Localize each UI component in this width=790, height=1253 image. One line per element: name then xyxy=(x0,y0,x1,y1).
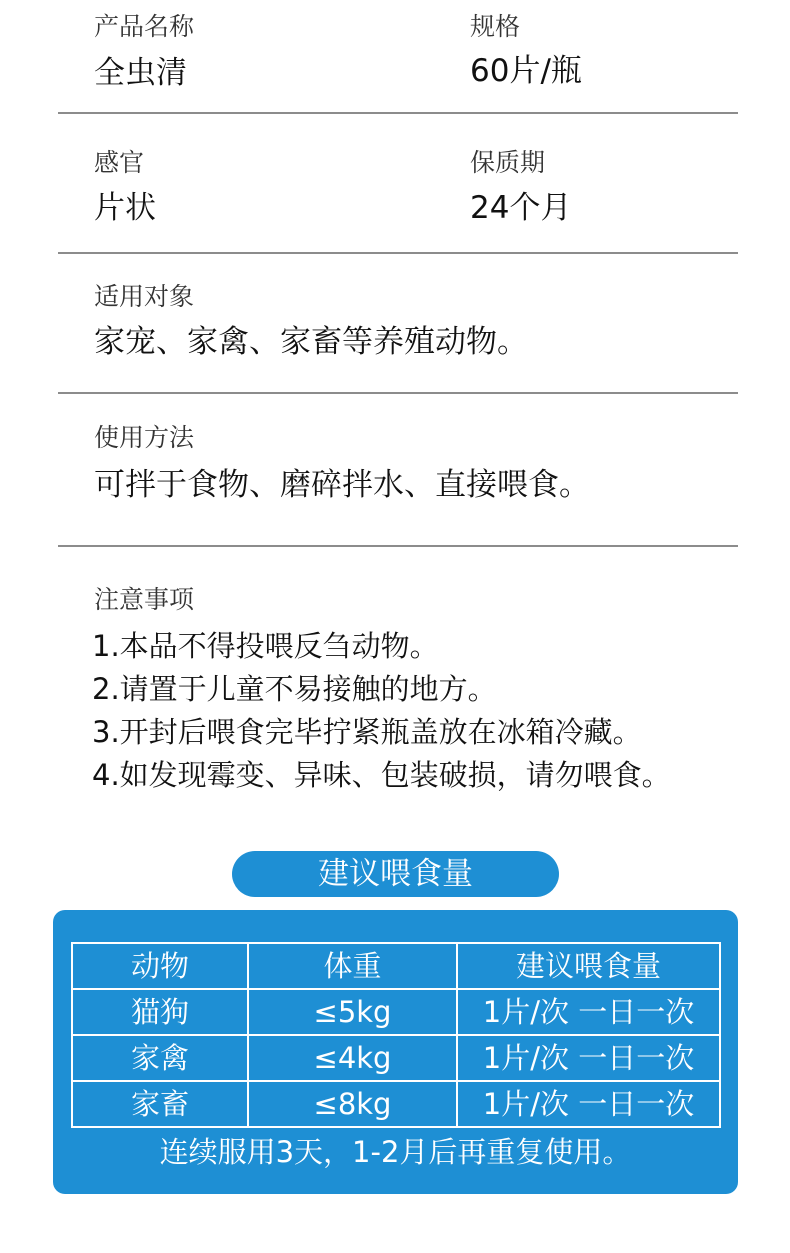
cell-animal: 猫狗 xyxy=(72,989,248,1035)
usage-value: 可拌于食物、磨碎拌水、直接喂食。 xyxy=(94,467,590,503)
cell-dosage: 1片/次 一日一次 xyxy=(457,989,720,1035)
header-weight: 体重 xyxy=(248,943,457,989)
shelf-life-value: 24个月 xyxy=(470,190,572,226)
dosage-table xyxy=(71,942,721,1128)
usage-label: 使用方法 xyxy=(94,423,195,452)
table-row xyxy=(72,1035,720,1081)
cell-weight: ≤5kg xyxy=(248,989,457,1035)
divider xyxy=(58,252,738,254)
target-label: 适用对象 xyxy=(94,282,195,311)
table-row xyxy=(72,1081,720,1127)
dosage-note: 连续服用3天，1-2月后再重复使用。 xyxy=(159,1135,632,1169)
divider xyxy=(58,112,738,114)
cell-weight: ≤8kg xyxy=(248,1081,457,1127)
dosage-title-pill: 建议喂食量 xyxy=(232,851,559,897)
spec-value: 60片/瓶 xyxy=(470,53,582,89)
table-header-row xyxy=(72,943,720,989)
precaution-item: 2.请置于儿童不易接触的地方。 xyxy=(92,672,497,706)
dosage-panel xyxy=(53,910,738,1194)
precaution-item: 4.如发现霉变、异味、包装破损，请勿喂食。 xyxy=(92,758,671,792)
cell-dosage: 1片/次 一日一次 xyxy=(457,1035,720,1081)
table-row xyxy=(72,989,720,1035)
spec-label: 规格 xyxy=(470,12,521,41)
sensory-label: 感官 xyxy=(94,148,145,177)
header-dosage: 建议喂食量 xyxy=(457,943,720,989)
precaution-item: 1.本品不得投喂反刍动物。 xyxy=(92,629,439,663)
product-name-value: 全虫清 xyxy=(94,55,187,91)
shelf-life-label: 保质期 xyxy=(470,148,546,177)
precautions-label: 注意事项 xyxy=(94,585,195,614)
divider xyxy=(58,545,738,547)
header-animal: 动物 xyxy=(72,943,248,989)
cell-dosage: 1片/次 一日一次 xyxy=(457,1081,720,1127)
sensory-value: 片状 xyxy=(94,190,156,226)
divider xyxy=(58,392,738,394)
precaution-item: 3.开封后喂食完毕拧紧瓶盖放在冰箱冷藏。 xyxy=(92,715,642,749)
cell-animal: 家禽 xyxy=(72,1035,248,1081)
target-value: 家宠、家禽、家畜等养殖动物。 xyxy=(94,324,528,360)
cell-weight: ≤4kg xyxy=(248,1035,457,1081)
cell-animal: 家畜 xyxy=(72,1081,248,1127)
product-name-label: 产品名称 xyxy=(94,12,195,41)
